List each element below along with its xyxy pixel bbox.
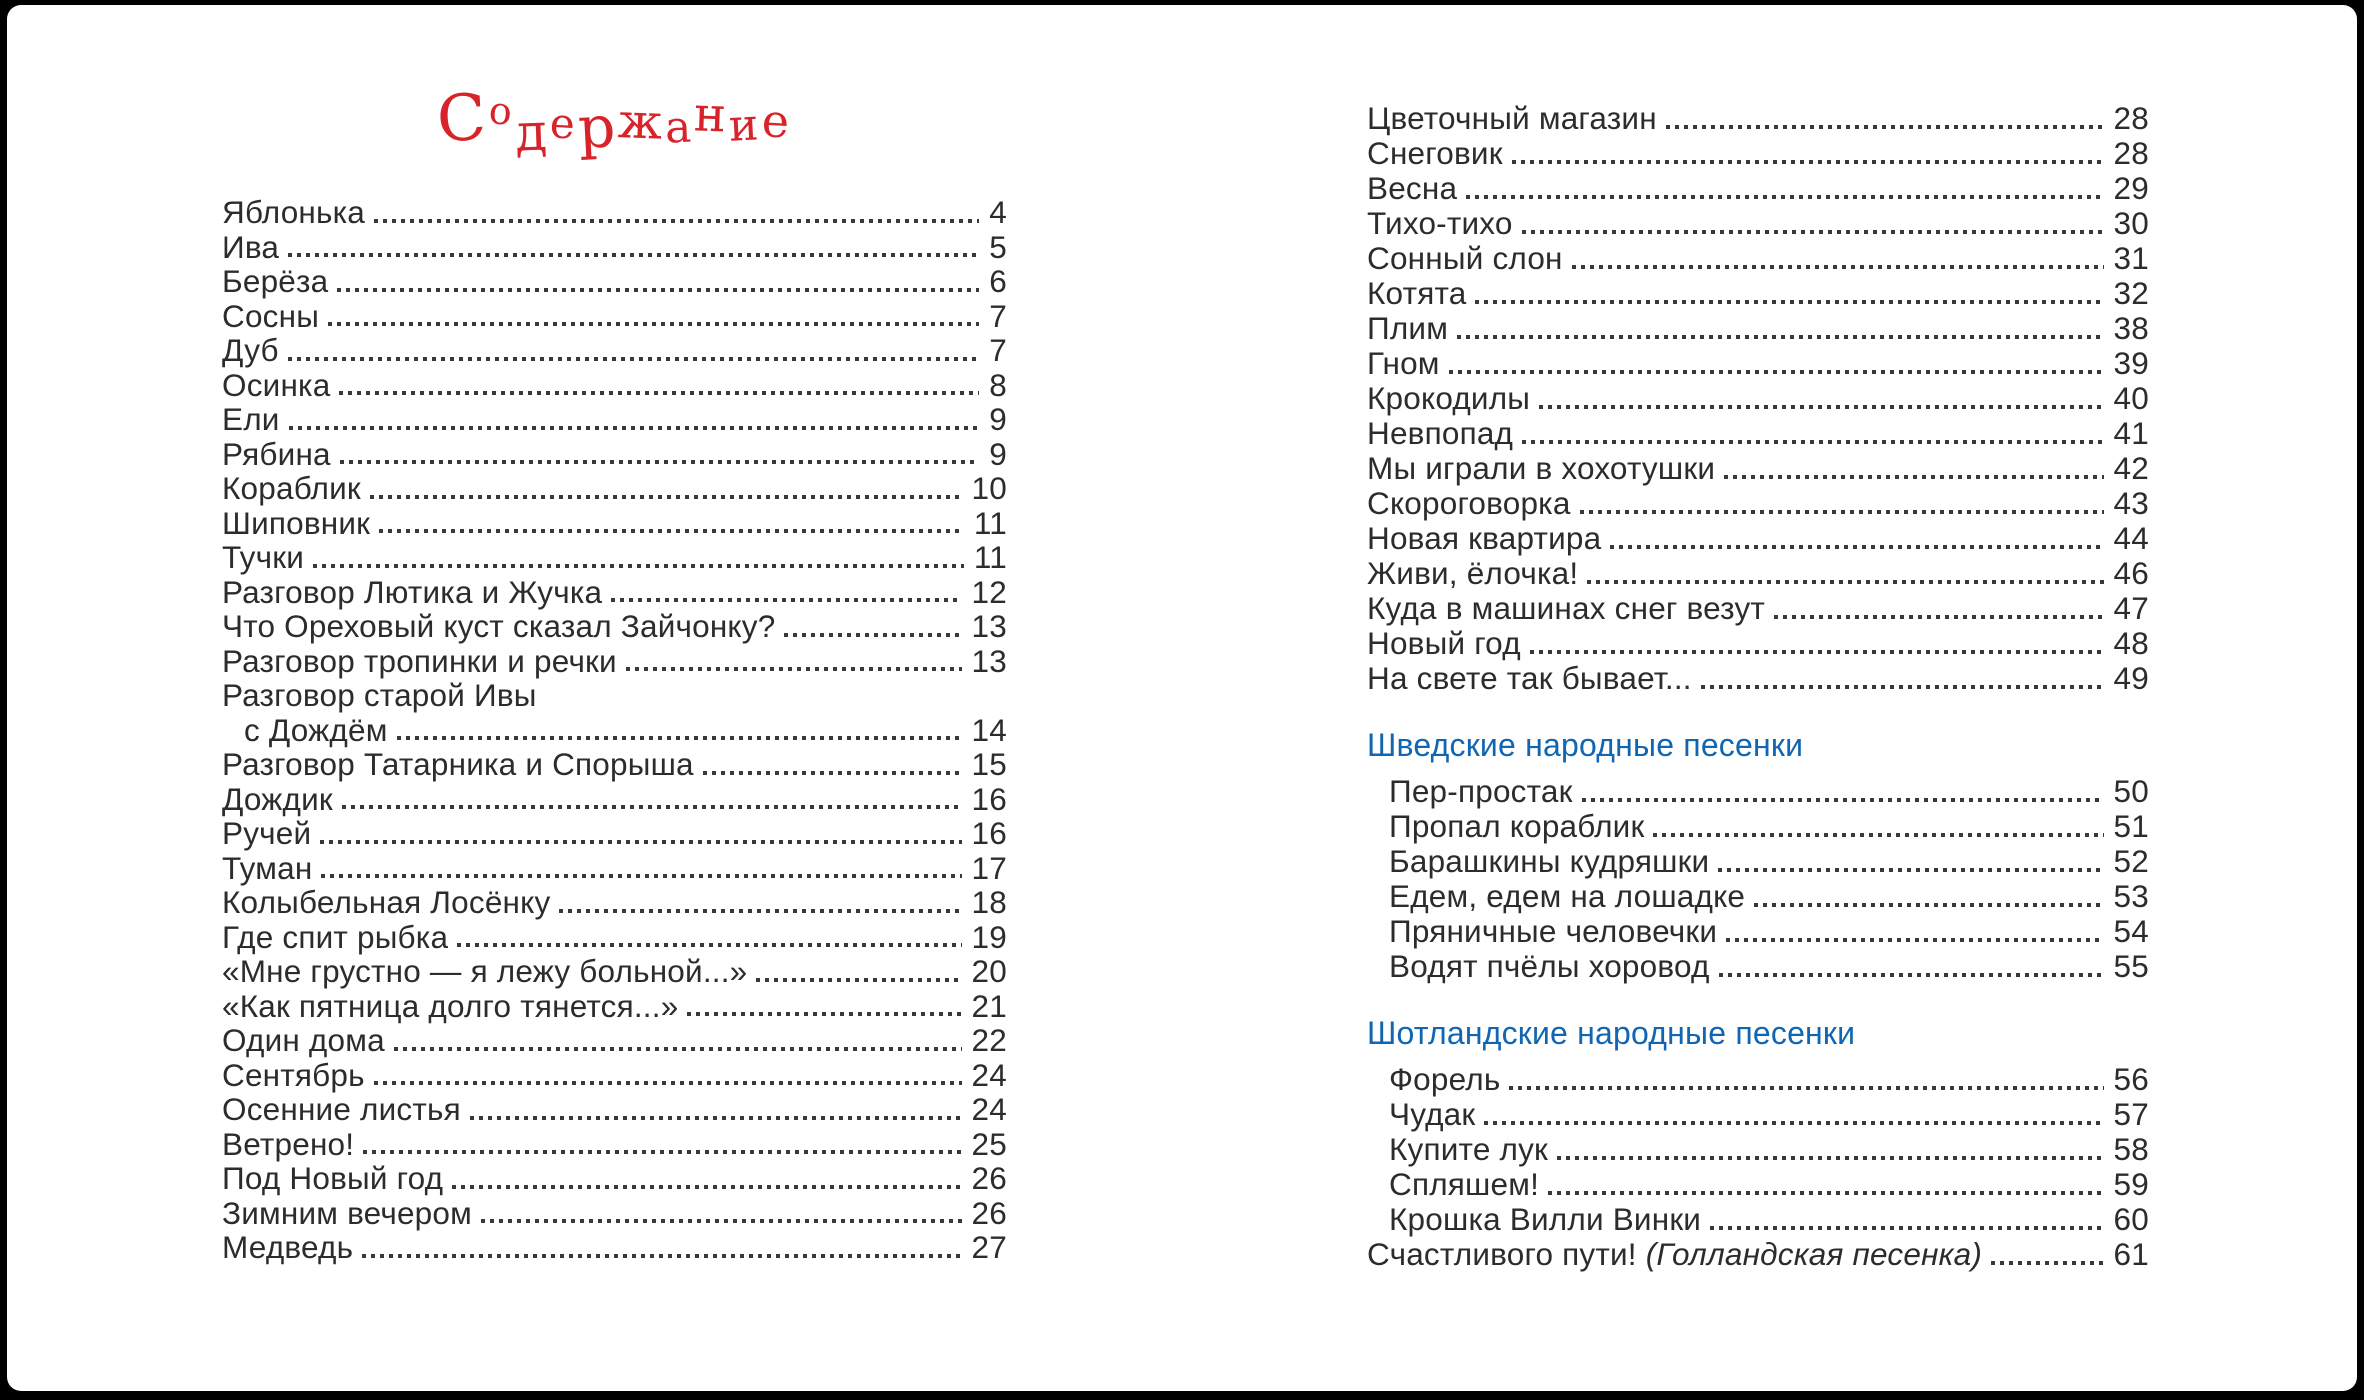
toc-entry-title: Счастливого пути! (Голландская песенка) — [1367, 1236, 1983, 1272]
toc-entry-title: Разговор Лютика и Жучка — [222, 573, 603, 610]
page-number: 38 — [2113, 310, 2149, 346]
page-number: 4 — [989, 194, 1007, 230]
toc-entry-title: «Мне грустно — я лежу больной...» — [222, 953, 748, 989]
toc-row — [222, 575, 1007, 610]
dot-leader — [1653, 833, 2103, 837]
dot-leader — [1610, 545, 2103, 549]
page-number: 57 — [2113, 1096, 2149, 1132]
toc-row — [1367, 1202, 2149, 1237]
page-number: 48 — [2113, 625, 2149, 661]
toc-entry-title: Туман — [222, 849, 313, 886]
toc-row — [222, 437, 1007, 472]
page-number: 40 — [2113, 380, 2149, 416]
toc-row — [1367, 914, 2149, 949]
toc-row — [222, 299, 1007, 334]
toc-row — [222, 1161, 1007, 1196]
dot-leader — [379, 529, 964, 533]
toc-row — [222, 264, 1007, 299]
dot-leader — [784, 633, 961, 637]
toc-row — [1367, 521, 2149, 556]
toc-entry-title: Дуб — [222, 332, 279, 368]
dot-leader — [756, 978, 961, 982]
dot-leader — [1710, 1226, 2103, 1230]
dot-leader — [363, 1150, 961, 1154]
title-letter: р — [576, 91, 620, 163]
toc-row — [222, 195, 1007, 230]
dot-leader — [703, 771, 962, 775]
toc-row — [222, 851, 1007, 886]
page-number: 43 — [2113, 485, 2149, 521]
toc-entry-title: Яблонька — [222, 194, 366, 230]
toc-row — [1367, 879, 2149, 914]
dot-leader — [1557, 1156, 2104, 1160]
title-letter: а — [664, 101, 696, 154]
title-letter: ж — [617, 93, 667, 151]
toc-row — [1367, 556, 2149, 591]
title-letter: д — [513, 102, 552, 164]
page-number: 52 — [2113, 843, 2149, 879]
page-number: 21 — [971, 987, 1007, 1024]
dot-leader — [339, 391, 979, 395]
toc-row — [222, 1058, 1007, 1093]
toc-row — [222, 782, 1007, 817]
toc-row — [222, 1092, 1007, 1127]
toc-entry-note: (Голландская песенка) — [1636, 1236, 1983, 1272]
page-number: 44 — [2113, 520, 2149, 556]
toc-entry-title: Берёза — [222, 263, 329, 299]
toc-entry-title: Кораблик — [222, 470, 361, 506]
title-letter: н — [693, 86, 731, 144]
page-number: 60 — [2113, 1201, 2149, 1237]
toc-entry-title: Ели — [222, 401, 280, 437]
toc-row — [222, 954, 1007, 989]
title-letter: е — [548, 98, 580, 149]
dot-leader — [1548, 1191, 2104, 1195]
page-number: 13 — [971, 608, 1007, 644]
toc-entry-title: Сентябрь — [222, 1056, 365, 1093]
toc-row — [1367, 1167, 2149, 1202]
toc-entry-title: Осенние листья — [222, 1091, 461, 1127]
toc-row — [222, 368, 1007, 403]
dot-leader — [362, 1254, 961, 1258]
dot-leader — [1530, 650, 2104, 654]
dot-leader — [1582, 798, 2104, 802]
toc-entry-title: Один дома — [222, 1022, 385, 1058]
toc-entry-title: Спляшем! — [1389, 1166, 1540, 1202]
dot-leader — [320, 840, 961, 844]
dot-leader — [559, 909, 961, 913]
toc-entry-title: Новый год — [1367, 625, 1521, 661]
toc-row — [1367, 949, 2149, 984]
toc-row — [222, 1023, 1007, 1058]
toc-row — [1367, 171, 2149, 206]
dot-leader — [289, 426, 980, 430]
dot-leader — [342, 805, 962, 809]
toc-entry-title: Мы играли в хохотушки — [1367, 450, 1716, 486]
page-number: 42 — [2113, 450, 2149, 486]
toc-entry-title: Крошка Вилли Винки — [1389, 1201, 1702, 1237]
toc-entry-title: Живи, ёлочка! — [1367, 555, 1579, 591]
page-number: 27 — [971, 1229, 1007, 1265]
page-number: 46 — [2113, 555, 2149, 591]
toc-entry-title: Невпопад — [1367, 415, 1514, 451]
dot-leader — [313, 564, 964, 568]
toc-entry-title: Ручей — [222, 815, 312, 851]
dot-leader — [337, 288, 979, 292]
page-number: 20 — [971, 953, 1007, 989]
toc-row — [1367, 241, 2149, 276]
page-number: 31 — [2113, 240, 2149, 276]
dot-leader — [1475, 300, 2103, 304]
dot-leader — [1701, 685, 2104, 689]
toc-row — [222, 747, 1007, 782]
toc-entry-title: Пер-простак — [1389, 773, 1573, 809]
dot-leader — [1774, 615, 2104, 619]
toc-entry-title: Разговор тропинки и речки — [222, 642, 617, 679]
dot-leader — [374, 1081, 962, 1085]
toc-entry-title: Новая квартира — [1367, 520, 1602, 556]
page-number: 41 — [2113, 415, 2149, 451]
toc-row — [222, 678, 1007, 713]
dot-leader — [1666, 125, 2104, 129]
page-number: 17 — [971, 849, 1007, 886]
toc-row — [1367, 1237, 2149, 1272]
toc-entry-title: Барашкины кудряшки — [1389, 843, 1710, 879]
page-number: 55 — [2113, 948, 2149, 984]
toc-row — [1367, 101, 2149, 136]
page-number: 59 — [2113, 1166, 2149, 1202]
toc-row — [1367, 844, 2149, 879]
toc-row — [222, 989, 1007, 1024]
page-number: 32 — [2113, 275, 2149, 311]
dot-leader — [1726, 938, 2103, 942]
toc-entry-title: Плим — [1367, 310, 1449, 346]
page-number: 29 — [2113, 170, 2149, 206]
toc-row — [222, 920, 1007, 955]
book-page — [7, 5, 2357, 1391]
page-number: 12 — [971, 573, 1007, 610]
page-number: 10 — [971, 470, 1007, 506]
dot-leader — [1457, 335, 2103, 339]
page-number: 26 — [971, 1194, 1007, 1231]
dot-leader — [1718, 868, 2103, 872]
toc-entry-title: Куда в машинах снег везут — [1367, 590, 1766, 626]
dot-leader — [374, 219, 979, 223]
page-number: 7 — [989, 297, 1007, 334]
page-number: 54 — [2113, 913, 2149, 949]
page-number: 18 — [971, 884, 1007, 920]
toc-entry-title: Весна — [1367, 170, 1458, 206]
dot-leader — [1587, 580, 2103, 584]
title-letter: о — [487, 88, 517, 134]
toc-entry-title: Шиповник — [222, 504, 371, 541]
toc-row — [1367, 809, 2149, 844]
page-number: 26 — [971, 1160, 1007, 1196]
toc-row — [1367, 1097, 2149, 1132]
toc-entry-title: Разговор старой Ивы — [222, 677, 537, 713]
toc-entry-title: Сосны — [222, 297, 320, 334]
page-number: 51 — [2113, 808, 2149, 844]
dot-leader — [1522, 230, 2104, 234]
page-number: 14 — [971, 711, 1007, 748]
dot-leader — [687, 1012, 961, 1016]
toc-entry-title: Водят пчёлы хоровод — [1389, 948, 1710, 984]
page-number: 50 — [2113, 773, 2149, 809]
page-number: 11 — [973, 504, 1007, 541]
toc-entry-title: Купите лук — [1389, 1131, 1549, 1167]
toc-entry-title: Рябина — [222, 435, 331, 472]
dot-leader — [370, 495, 962, 499]
toc-row — [1367, 486, 2149, 521]
toc-row — [1367, 661, 2149, 696]
page-number: 28 — [2113, 100, 2149, 136]
page-number: 7 — [989, 332, 1007, 368]
toc-row — [1367, 451, 2149, 486]
toc-row — [1367, 346, 2149, 381]
toc-entry-title: Колыбельная Лосёнку — [222, 884, 551, 920]
toc-row — [222, 333, 1007, 368]
dot-leader — [611, 598, 961, 602]
page-number: 9 — [989, 401, 1007, 437]
toc-row — [222, 713, 1007, 748]
dot-leader — [457, 943, 961, 947]
dot-leader — [328, 322, 979, 326]
toc-row — [1367, 311, 2149, 346]
dot-leader — [1484, 1121, 2103, 1125]
dot-leader — [1522, 440, 2103, 444]
toc-row — [1367, 774, 2149, 809]
title-letter: е — [760, 93, 794, 149]
dot-leader — [1719, 973, 2104, 977]
toc-entry-title: Форель — [1389, 1061, 1501, 1097]
dot-leader — [1539, 405, 2103, 409]
dot-leader — [1754, 903, 2103, 907]
toc-row — [1367, 381, 2149, 416]
toc-row — [222, 402, 1007, 437]
page-number: 56 — [2113, 1061, 2149, 1097]
dot-leader — [481, 1219, 962, 1223]
toc-entry-title: Гном — [1367, 345, 1440, 381]
toc-row — [1367, 626, 2149, 661]
dot-leader — [321, 874, 961, 878]
toc-entry-title: Разговор Татарника и Спорыша — [222, 746, 694, 782]
page-number: 15 — [971, 746, 1007, 782]
page-number: 58 — [2113, 1131, 2149, 1167]
toc-entry-title: Сонный слон — [1367, 240, 1563, 276]
page-number: 25 — [971, 1125, 1007, 1162]
dot-leader — [1466, 195, 2103, 199]
toc-row — [1367, 416, 2149, 451]
toc-entry-title: Что Ореховый куст сказал Зайчонку? — [222, 608, 776, 644]
toc-row — [1367, 1132, 2149, 1167]
page-number: 16 — [971, 780, 1007, 817]
toc-entry-title: Тихо-тихо — [1367, 205, 1513, 241]
toc-entry-title: с Дождём — [244, 711, 388, 748]
toc-entry-title: Снеговик — [1367, 135, 1503, 171]
toc-entry-title: Осинка — [222, 366, 331, 403]
dot-leader — [1572, 265, 2104, 269]
dot-leader — [1512, 160, 2104, 164]
page-number: 6 — [989, 263, 1007, 299]
dot-leader — [1449, 370, 2104, 374]
toc-row — [1367, 591, 2149, 626]
toc-right-column — [1367, 101, 2149, 1272]
toc-row — [222, 885, 1007, 920]
toc-title — [222, 80, 1007, 183]
toc-row — [222, 609, 1007, 644]
toc-entry-title: Цветочный магазин — [1367, 100, 1657, 136]
page-number: 30 — [2113, 205, 2149, 241]
page-number: 13 — [971, 642, 1007, 679]
toc-entry-title: Пропал кораблик — [1389, 808, 1645, 844]
toc-entry-title: Тучки — [222, 539, 305, 575]
toc-row — [222, 1196, 1007, 1231]
toc-entry-title: На свете так бывает... — [1367, 660, 1692, 696]
page-number: 5 — [989, 228, 1007, 265]
toc-entry-title: Под Новый год — [222, 1160, 444, 1196]
toc-row — [1367, 206, 2149, 241]
page-number: 61 — [2113, 1236, 2149, 1272]
toc-row — [222, 1230, 1007, 1265]
page-number: 11 — [973, 539, 1007, 575]
dot-leader — [470, 1116, 962, 1120]
toc-row — [222, 471, 1007, 506]
page-number: 24 — [971, 1056, 1007, 1093]
section-header: Шотландские народные песенки — [1367, 1015, 1856, 1051]
dot-leader — [394, 1047, 962, 1051]
page-number: 9 — [989, 435, 1007, 472]
title-letter: и — [728, 99, 763, 152]
section-header: Шведские народные песенки — [1367, 727, 1804, 763]
toc-entry-title: Крокодилы — [1367, 380, 1531, 416]
toc-row — [222, 506, 1007, 541]
toc-row — [222, 816, 1007, 851]
dot-leader — [1724, 475, 2103, 479]
toc-row — [222, 1127, 1007, 1162]
toc-entry-title: «Как пятница долго тянется...» — [222, 987, 679, 1024]
page-number: 28 — [2113, 135, 2149, 171]
toc-row — [1367, 136, 2149, 171]
toc-entry-title: Скороговорка — [1367, 485, 1571, 521]
dot-leader — [288, 357, 979, 361]
title-letter: С — [435, 80, 491, 158]
toc-row — [222, 644, 1007, 679]
page-number: 47 — [2113, 590, 2149, 626]
dot-leader — [452, 1185, 961, 1189]
toc-row — [1367, 1062, 2149, 1097]
dot-leader — [626, 667, 962, 671]
toc-entry-title: Едем, едем на лошадке — [1389, 878, 1746, 914]
toc-row — [222, 540, 1007, 575]
toc-left-column — [222, 195, 1007, 1265]
toc-row — [1367, 276, 2149, 311]
page-number: 24 — [971, 1091, 1007, 1127]
toc-entry-title: Где спит рыбка — [222, 918, 449, 955]
toc-entry-title: Дождик — [222, 780, 333, 817]
toc-row — [222, 230, 1007, 265]
dot-leader — [1509, 1086, 2103, 1090]
toc-entry-title: Котята — [1367, 275, 1467, 311]
dot-leader — [288, 253, 979, 257]
toc-entry-title: Пряничные человечки — [1389, 913, 1718, 949]
page-number: 49 — [2113, 660, 2149, 696]
page-number: 22 — [971, 1022, 1007, 1058]
dot-leader — [340, 460, 979, 464]
page-number: 53 — [2113, 878, 2149, 914]
toc-entry-title: Ива — [222, 228, 280, 265]
page-number: 39 — [2113, 345, 2149, 381]
dot-leader — [1580, 510, 2104, 514]
toc-entry-title: Медведь — [222, 1229, 354, 1265]
dot-leader — [397, 736, 962, 740]
toc-entry-title: Чудак — [1389, 1096, 1476, 1132]
page-number: 16 — [971, 815, 1007, 851]
toc-entry-title: Ветрено! — [222, 1125, 355, 1162]
toc-entry-title: Зимним вечером — [222, 1194, 472, 1231]
page-number: 19 — [971, 918, 1007, 955]
dot-leader — [1991, 1261, 2103, 1265]
page-number: 8 — [989, 366, 1007, 403]
